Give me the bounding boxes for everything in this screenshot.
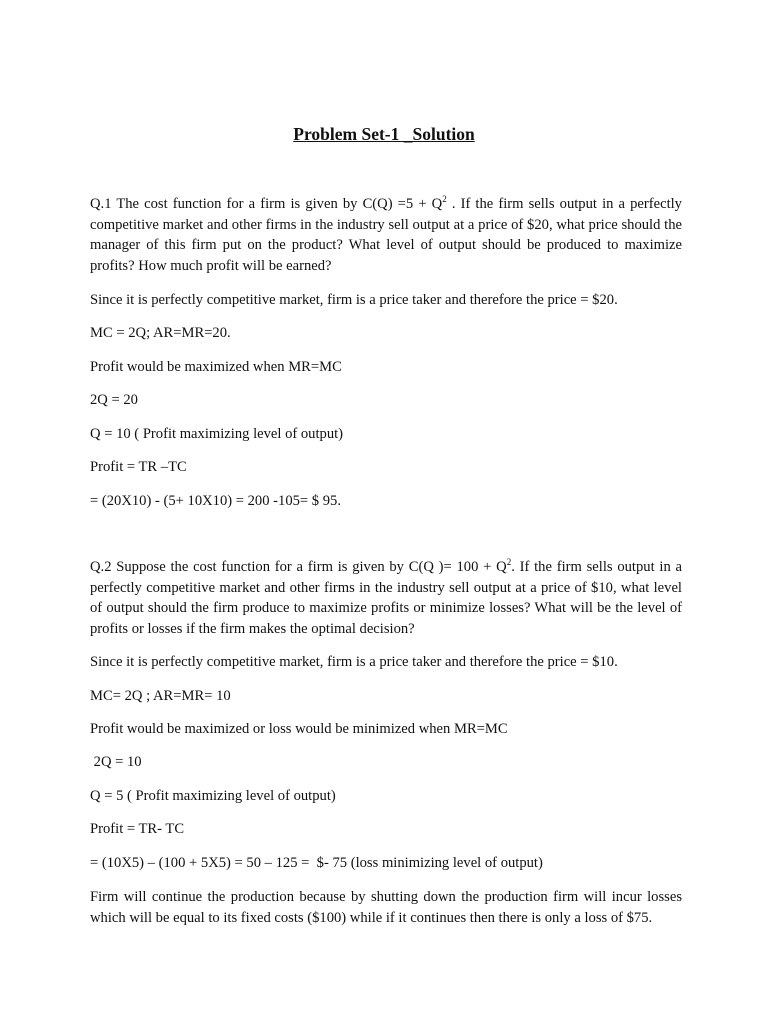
q1-question [90,194,682,276]
document-title: Problem Set-1 _Solution [293,124,475,144]
q1-question-superscript: 2 [442,194,447,205]
q1-answer-line: Profit = TR –TC [90,459,187,475]
q2-answer-line: = (10X5) – (100 + 5X5) = 50 – 125 = $- 75 (loss minimizing level of output) [90,855,543,871]
q2-answer-line: Profit would be maximized or loss would be minimized when MR=MC [90,721,508,737]
q2-answer-line: Q = 5 ( Profit maximizing level of output) [90,788,336,804]
q2-question-text: Q.2 Suppose the cost function for a firm is given by C(Q )= 100 + Q [90,559,507,575]
q1-answer-line: Since it is perfectly competitive market, firm is a price taker and therefore the price = $20. [90,292,618,308]
q2-question-superscript: 2 [506,557,512,568]
q2-answer-line: Profit = TR- TC [90,821,185,837]
q1-answer-line: = (20X10) - (5+ 10X10) = 200 -105= $ 95. [90,493,341,509]
q1-question-text-continued: . If the firm sells output in a perfectly competitive market and other firms in the industry sell output at a price of $20, what price should the manager of this firm put on the product? What level of output should be produced to maximize profits? How much profit will be earned? [90,196,682,274]
q2-answer-line: MC= 2Q ; AR=MR= 10 [90,688,231,704]
q1-question-text: Q.1 The cost function for a firm is given by C(Q) =5 + Q [90,196,443,212]
q1-answer-line: Q = 10 ( Profit maximizing level of output) [90,426,344,442]
q2-question-text-continued: . If the firm sells output in a perfectly competitive market and other firms in the industry sell output at a price of $10, what level of output should the firm produce to maximize profits or minimize losses? What will be the level of profits or losses if the firm makes the optimal decision? [90,559,682,637]
q1-answer-line: Profit would be maximized when MR=MC [90,359,342,375]
q2-answer-line: 2Q = 10 [90,754,142,770]
q1-answer-line: 2Q = 20 [90,392,138,408]
q2-question [90,557,682,639]
q2-answer-line: Since it is perfectly competitive market, firm is a price taker and therefore the price = $10. [90,654,618,670]
q1-answer-line: MC = 2Q; AR=MR=20. [90,325,231,341]
q2-conclusion: Firm will continue the production because by shutting down the production firm will incur losses which will be equal to its fixed costs ($100) while if it continues then there is only a loss of $75. [90,889,682,926]
